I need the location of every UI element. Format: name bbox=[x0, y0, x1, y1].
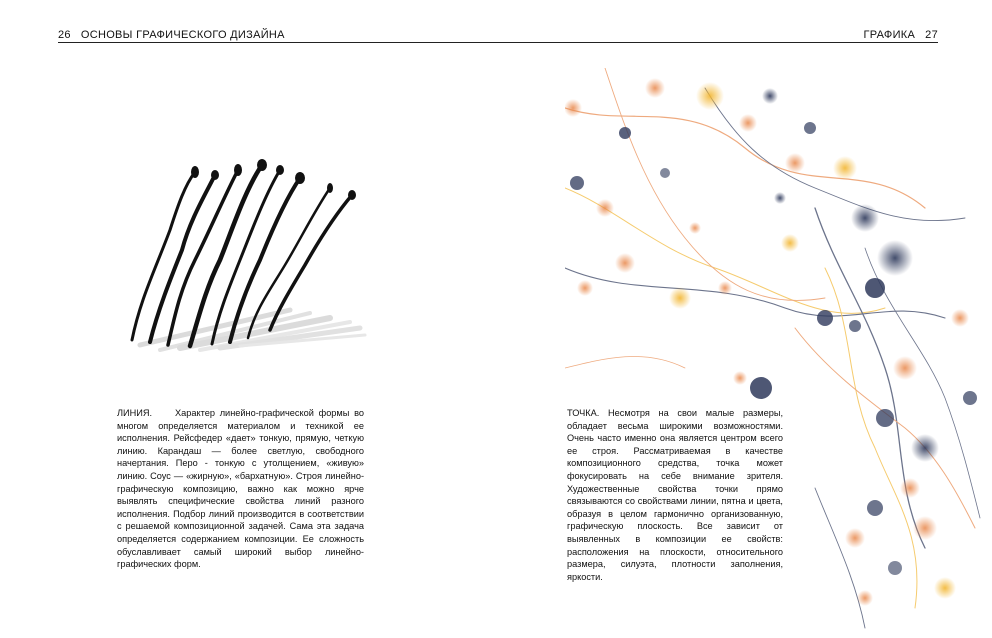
right-running-title: ГРАФИКА bbox=[863, 29, 916, 41]
right-running-header bbox=[864, 29, 939, 41]
line-section-text bbox=[117, 407, 364, 571]
point-section-body: Несмотря на свои малые размеры, обладает весьма широкими возможностями. Очень часто именно она является центром всего ее строя. Рассматриваемая в качестве композиционного средства, точка может фокусировать на себе внимание зрителя. Художественные свойства точки прямо связываются со свойствами линии, пятна и цвета, образуя в целом гармонично организованную, графическую плоскость. Все зависит от выявленных в композиции ее свойств: расположения на плоскости, относительного размера, силуэта, плотности заполнения, яркости. bbox=[567, 408, 784, 582]
line-section-body: Характер линейно-графической формы во многом определяется материалом и техникой ее исполнения. Рейсфедер «дает» тонкую, прямую, четкую линию. Карандаш — более светлую, свободного начертания. Перо - тонкую с утолщением, «живую» линию. Соус — «жирную», «бархатную». Строя линейно-графическую композицию, важно как можно ярче выявлять специфические свойства линий разного исполнения. Подбор линий производится в соответствии с решаемой композиционной задачей. Сама эта задача определяется содержанием композиции. Ее сложность обуславливает самый широкий выбор линейно-графических форм. bbox=[117, 408, 364, 570]
left-running-title: ОСНОВЫ ГРАФИЧЕСКОГО ДИЗАЙНА bbox=[80, 29, 285, 41]
line-section-lead: ЛИНИЯ. bbox=[117, 408, 153, 418]
left-page-number: 26 bbox=[58, 29, 71, 41]
point-section-text bbox=[567, 407, 783, 583]
left-running-header bbox=[58, 29, 285, 41]
header-rule bbox=[58, 42, 938, 43]
ink-lines-illustration bbox=[120, 150, 370, 360]
right-page-number: 27 bbox=[925, 29, 938, 41]
point-section-lead: ТОЧКА. bbox=[567, 408, 600, 418]
